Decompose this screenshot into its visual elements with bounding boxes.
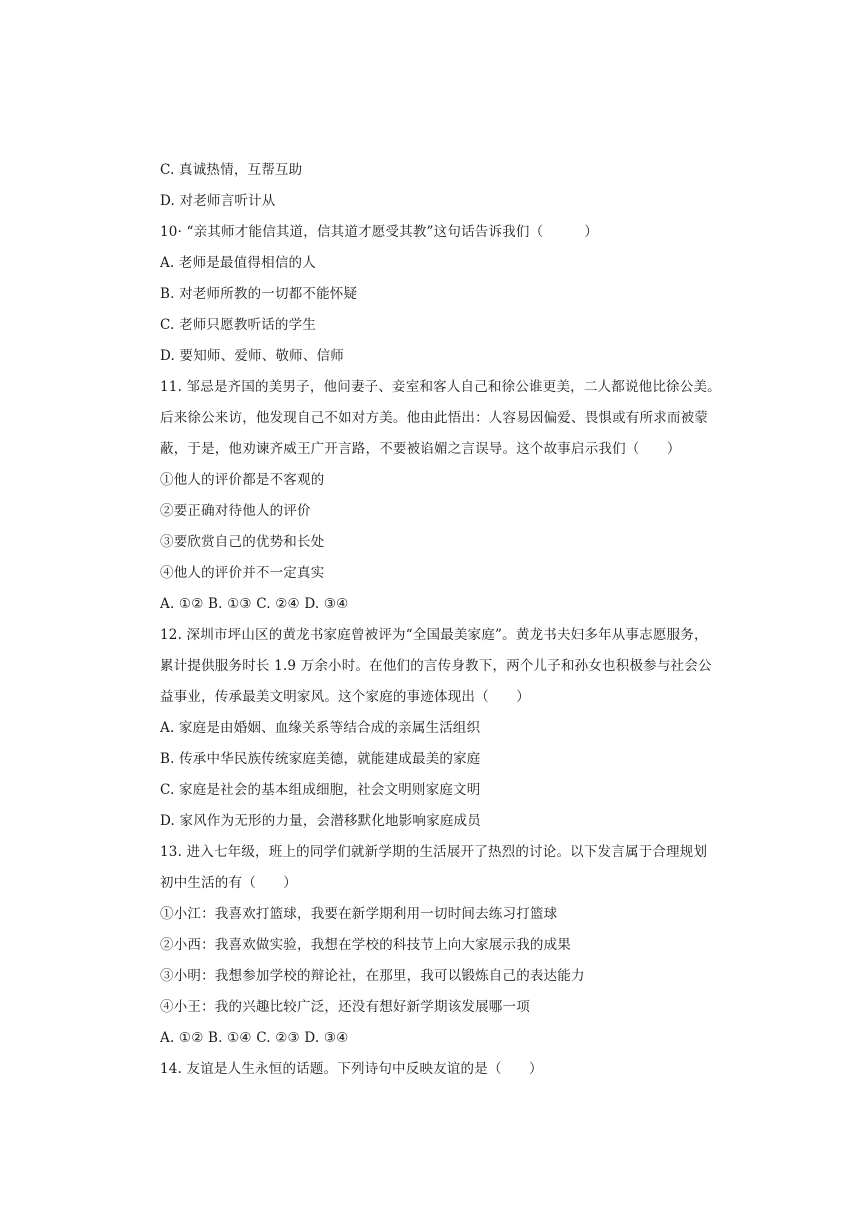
option-12b: B. 传承中华民族传统家庭美德，就能建成最美的家庭 [160,751,481,767]
statement-13-1: ①小江：我喜欢打篮球，我要在新学期利用一切时间去练习打篮球 [160,906,558,922]
question-13-line-2: 初中生活的有（ ） [160,875,297,891]
question-12-line-2: 累计提供服务时长 1.9 万余小时。在他们的言传身教下，两个儿子和孙女也积极参与社会公 [160,658,712,674]
statement-11-3: ③要欣赏自己的优势和长处 [160,534,325,550]
question-14: 14. 友谊是人生永恒的话题。下列诗句中反映友谊的是（ ） [160,1061,543,1077]
question-13-line-1: 13. 进入七年级，班上的同学们就新学期的生活展开了热烈的讨论。以下发言属于合理规划 [160,844,708,860]
options-11: A. ①② B. ①③ C. ②④ D. ③④ [160,596,349,612]
question-10: 10· “亲其师才能信其道，信其道才愿受其教”这句话告诉我们（ ） [160,224,599,240]
option-10a: A. 老师是最值得相信的人 [160,255,316,271]
option-12a: A. 家庭是由婚姻、血缘关系等结合成的亲属生活组织 [160,720,481,736]
option-9c: C. 真诚热情，互帮互助 [160,162,303,178]
question-11-line-2: 后来徐公来访，他发现自己不如对方美。他由此悟出：人容易因偏爱、畏惧或有所求而被蒙 [160,410,708,426]
statement-11-2: ②要正确对待他人的评价 [160,503,311,519]
option-10d: D. 要知师、爱师、敬师、信师 [160,348,344,364]
option-12d: D. 家风作为无形的力量，会潜移默化地影响家庭成员 [160,813,481,829]
statement-11-1: ①他人的评价都是不客观的 [160,472,325,488]
statement-13-4: ④小王：我的兴趣比较广泛，还没有想好新学期该发展哪一项 [160,999,530,1015]
option-9d: D. 对老师言听计从 [160,193,276,209]
statement-13-2: ②小西：我喜欢做实验，我想在学校的科技节上向大家展示我的成果 [160,937,571,953]
option-10c: C. 老师只愿教听话的学生 [160,317,317,333]
question-12-line-3: 益事业，传承最美文明家风。这个家庭的事迹体现出（ ） [160,689,530,705]
question-11-line-3: 蔽，于是，他劝谏齐威王广开言路，不要被谄媚之言误导。这个故事启示我们（ ） [160,441,681,457]
statement-11-4: ④他人的评价并不一定真实 [160,565,325,581]
question-11-line-1: 11. 邹忌是齐国的美男子，他问妻子、妾室和客人自己和徐公谁更美，二人都说他比徐公美。 [160,379,721,395]
question-12-line-1: 12. 深圳市坪山区的黄龙书家庭曾被评为“全国最美家庭”。黄龙书夫妇多年从事志愿服务， [160,627,708,643]
option-12c: C. 家庭是社会的基本组成细胞，社会文明则家庭文明 [160,782,481,798]
statement-13-3: ③小明：我想参加学校的辩论社，在那里，我可以锻炼自己的表达能力 [160,968,585,984]
option-10b: B. 对老师所教的一切都不能怀疑 [160,286,358,302]
options-13: A. ①② B. ①④ C. ②③ D. ③④ [160,1030,349,1046]
